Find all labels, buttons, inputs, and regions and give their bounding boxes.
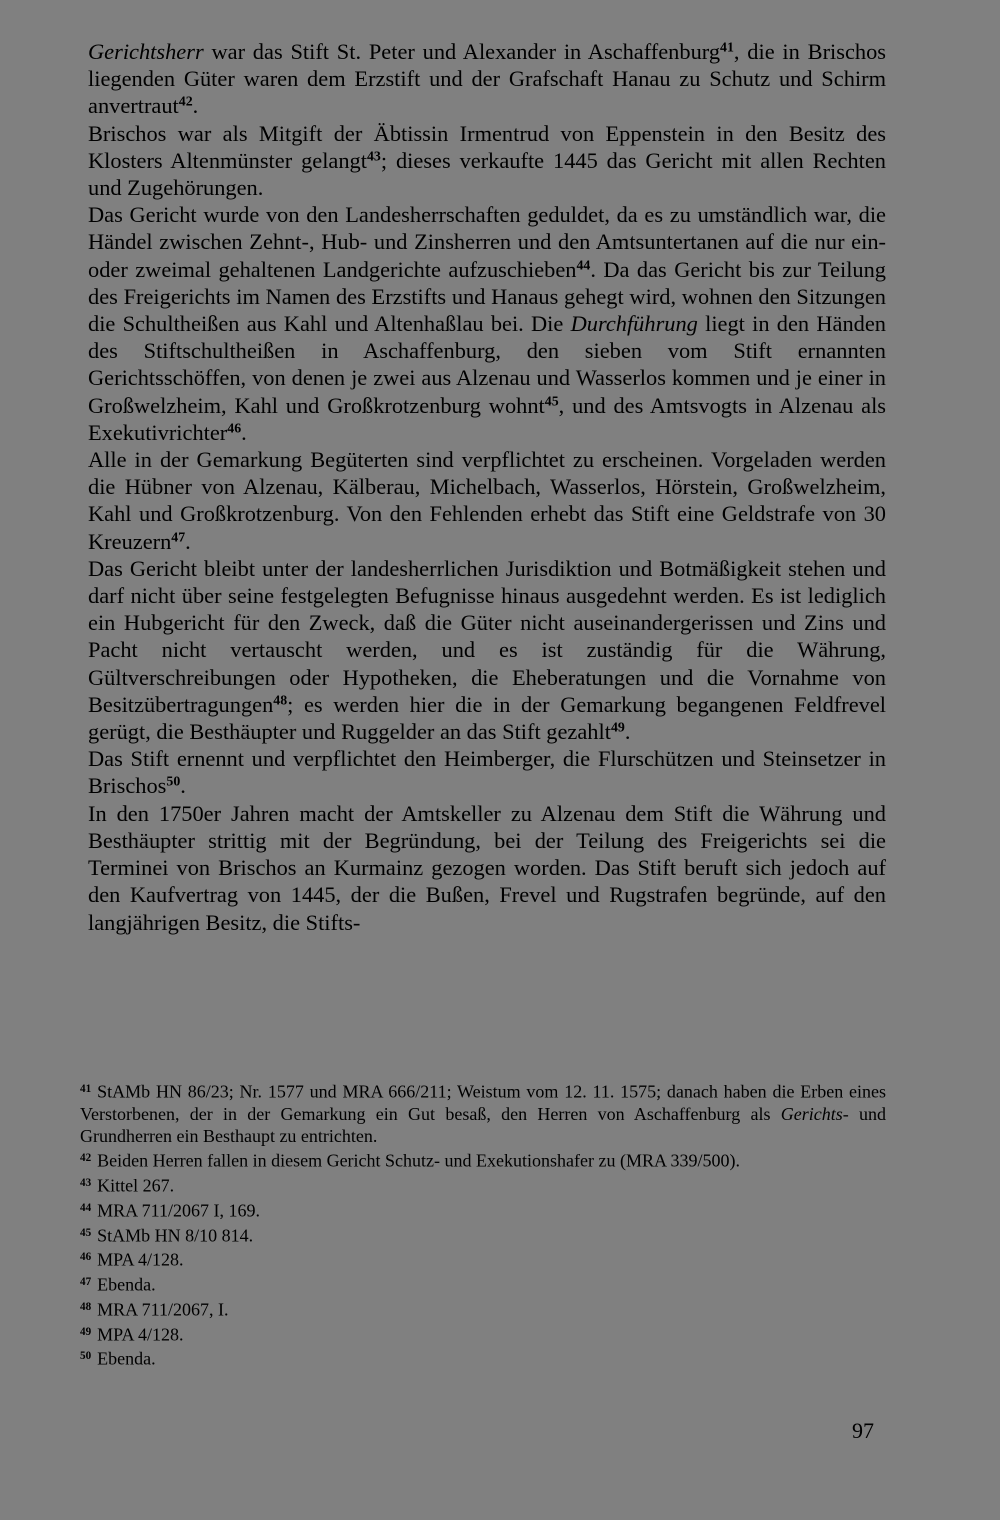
paragraph	[88, 800, 886, 936]
text-run: Ebenda.	[97, 1274, 156, 1295]
text-run: .	[185, 528, 191, 554]
footnotes	[80, 1078, 886, 1370]
text-run: ; dieses verkaufte 1445 das Gericht mit allen Rechten und Zugehörungen.	[88, 147, 886, 201]
footnote	[80, 1345, 886, 1370]
page-number: 97	[852, 1418, 874, 1443]
footnote-number: 41	[80, 1083, 92, 1095]
text-run: MPA 4/128.	[97, 1249, 184, 1270]
text-run: ; es werden hier die in der Gemarkung begangenen Feldfrevel gerügt, die Besthäupter und Ruggelder an das Stift gezahlt	[88, 691, 886, 745]
text-run: MPA 4/128.	[97, 1324, 184, 1345]
paragraph	[88, 120, 886, 202]
footnote-ref: 47	[171, 530, 186, 546]
text-run: .	[180, 773, 186, 799]
text-run: Alle in der Gemarkung Begüterten sind verpflichtet zu erscheinen. Vorgeladen werden die Hübner von Alzenau, Kälberau, Michelbach, Wasserlos, Hörstein, Großwelzheim, Kahl und Großkrotzenburg. Von den Fehlenden erhebt das Stift eine Geldstrafe von 30 Kreuzern	[88, 447, 886, 554]
footnote	[80, 1321, 886, 1346]
footnote-number: 44	[80, 1201, 92, 1214]
footnote	[80, 1222, 886, 1247]
paragraph	[88, 446, 886, 555]
footnote-ref: 42	[178, 94, 193, 110]
footnote-ref: 49	[610, 720, 625, 736]
text-run: StAMb HN 86/23; Nr. 1577 und MRA 666/211; Weistum vom 12. 11. 1575; danach haben die Erben eines Verstorbenen, der in der Gemarkung ein Gut besaß, den Herren von Aschaffenburg als	[80, 1081, 886, 1124]
paragraph	[88, 745, 886, 799]
text-run: .	[192, 93, 199, 119]
italic-text: Durchführung	[570, 311, 698, 337]
paragraph	[88, 555, 886, 745]
footnote-number: 46	[80, 1251, 92, 1264]
paragraph	[88, 201, 886, 446]
text-run: war das Stift St. Peter und Alexander in Aschaffenburg	[203, 39, 721, 64]
text-run: MRA 711/2067, I.	[97, 1299, 229, 1320]
footnote-number: 50	[80, 1350, 92, 1363]
text-run: Das Stift ernennt und verpflichtet den Heimberger, die Flurschützen und Steinsetzer in Brischos	[88, 746, 886, 799]
footnote-number: 48	[80, 1300, 92, 1313]
footnote-number: 43	[80, 1176, 92, 1189]
text-run: .	[624, 719, 631, 745]
text-run: , die in Brischos liegenden Güter waren dem Erzstift und der Grafschaft Hanau zu Schutz und Schirm anvertraut	[88, 39, 887, 119]
text-run: In den 1750er Jahren macht der Amtskeller zu Alzenau dem Stift die Währung und Besthäupter strittig mit der Begründung, bei der Teilung des Freigerichts sei die Terminei von Brischos an Kurmainz gezogen worden. Das Stift beruft sich jedoch auf den Kaufvertrag von 1445, der die Bußen, Frevel und Rugstrafen begründe, auf den langjährigen Besitz, die Stifts-	[88, 800, 886, 935]
footnote	[80, 1271, 886, 1296]
footnote-ref: 43	[366, 149, 381, 165]
text-run: und Grundherren ein Besthaupt zu entrichten.	[80, 1103, 887, 1146]
italic-text: Gerichtsherr	[88, 39, 204, 64]
footnote	[80, 1078, 886, 1147]
footnote-number: 47	[80, 1276, 92, 1289]
text-run: , und des Amtsvogts in Alzenau als Exekutivrichter	[88, 392, 887, 445]
main-text	[88, 38, 886, 936]
footnote-number: 42	[80, 1152, 92, 1165]
text-run: Beiden Herren fallen in diesem Gericht Schutz- und Exekutionshafer zu (MRA 339/500).	[97, 1150, 740, 1171]
text-run: Das Gericht wurde von den Landesherrschaften geduldet, da es zu umständlich war, die Händel zwischen Zehnt-, Hub- und Zinsherren und den Amtsuntertanen auf die nur ein- oder zweimal gehaltenen Landgerichte aufzuschieben	[88, 202, 886, 282]
footnote-ref: 41	[720, 40, 734, 56]
footnote-ref: 45	[544, 394, 559, 410]
text-run: MRA 711/2067 I, 169.	[97, 1200, 260, 1221]
text-run: StAMb HN 8/10 814.	[97, 1225, 254, 1246]
text-run: .	[241, 419, 247, 445]
footnote	[80, 1296, 886, 1321]
text-run: Ebenda.	[97, 1349, 156, 1370]
footnote	[80, 1246, 886, 1271]
footnote-ref: 50	[166, 774, 181, 790]
footnote-number: 49	[80, 1325, 92, 1338]
text-run: Brischos war als Mitgift der Äbtissin Irmentrud von Eppenstein in den Besitz des Klosters Altenmünster gelangt	[88, 120, 886, 173]
footnote-ref: 44	[576, 258, 591, 273]
footnote-ref: 48	[273, 693, 288, 709]
text-run: liegt in den Händen des Stiftschultheißen in Aschaffenburg, den sieben vom Stift ernannten Gerichtsschöffen, von denen je zwei aus Alzenau und Wasserlos kommen und je einer in Großwelzheim, Kahl und Großkrotzenburg wohnt	[88, 311, 886, 418]
text-run: Das Gericht bleibt unter der landesherrlichen Jurisdiktion und Botmäßigkeit stehen und darf nicht über seine festgelegten Befugnisse hinaus ausgedehnt werden. Es ist lediglich ein Hubgericht für den Zweck, daß die Güter nicht auseinandergerissen und Zins und Pacht nicht vertauscht werden, und es ist zuständig für die Währung, Gültverschreibungen oder Hypotheken, die Eheberatungen und die Vornahme von Besitzübertragungen	[88, 555, 886, 717]
footnote-number: 45	[80, 1226, 92, 1239]
text-run: . Da das Gericht bis zur Teilung des Freigerichts im Namen des Erzstifts und Hanaus gehegt wird, wohnen den Sitzungen die Schultheißen aus Kahl und Altenhaßlau bei. Die	[88, 256, 886, 337]
footnote	[80, 1147, 886, 1172]
footnote	[80, 1197, 886, 1222]
footnote	[80, 1172, 886, 1197]
footnote-ref: 46	[227, 421, 242, 437]
paragraph	[88, 38, 886, 120]
text-run: Kittel 267.	[97, 1175, 175, 1196]
italic-text: Gerichts-	[780, 1103, 849, 1124]
